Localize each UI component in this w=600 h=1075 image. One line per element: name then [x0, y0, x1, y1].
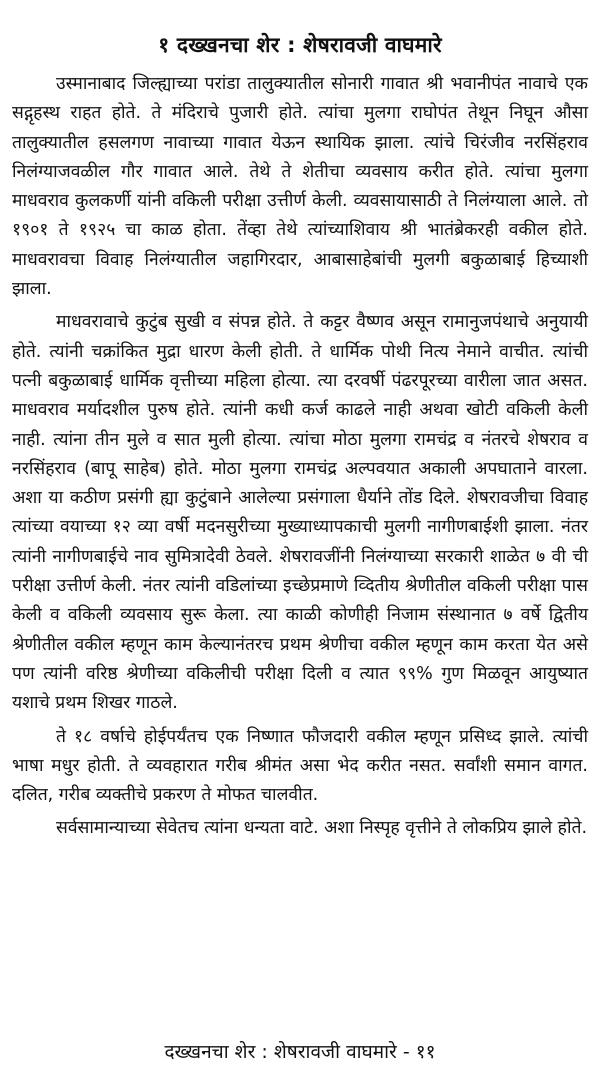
paragraph-4: सर्वसामान्याच्या सेवेतच त्यांना धन्यता वाटे. अशा निस्पृह वृत्तीने ते लोकप्रिय झाले होते.: [56, 818, 588, 839]
page-footer: दख्खनचा शेर : शेषरावजी वाघमारे - ११: [164, 1041, 436, 1063]
paragraph-1: उस्मानाबाद जिल्ह्याच्या परांडा तालुक्यातील सोनारी गावात श्री भवानीपंत नावाचे एक सद्गृहस्थ राहत होते. ते मंदिराचे पुजारी होते. त्यांचा मुलगा राघोपंत तेथून निघून औसा तालुक्यातील हसलगण नावाच्या गावात येऊन स्थायिक झाला. त्यांचे चिरंजीव नरसिंहराव निलंग्याजवळील गौर गावात आले. तेथे ते शेतीचा व्यवसाय करीत होते. त्यांचा मुलगा माधवराव कुलकर्णी यांनी वकिली परीक्षा उत्तीर्ण केली. व्यवसायासाठी ते निलंग्याला आले. तो १९०१ ते १९२५ चा काळ होता. तेंव्हा तेथे त्यांच्याशिवाय श्री भातंब्रेकरही वकील होते. माधवरावचा विवाह निलंग्यातील जहागिरदार, आबासाहेबांची मुलगी बकुळाबाई हिच्याशी झाला.: [12, 74, 588, 300]
paragraph-3: ते १८ वर्षाचे होईपर्यंतच एक निष्णात फौजदारी वकील म्हणून प्रसिध्द झाले. त्यांची भाषा मधुर होती. ते व्यवहारात गरीब श्रीमंत असा भेद करीत नसत. सर्वांशी समान वागत. दलित, गरीब व्यक्तीचे प्रकरण ते मोफत चालवीत.: [12, 726, 588, 806]
chapter-title: १ दख्खनचा शेर : शेषरावजी वाघमारे: [158, 33, 442, 57]
document-page: [12, 30, 588, 848]
paragraph-2: माधवरावाचे कुटुंब सुखी व संपन्न होते. ते कट्टर वैष्णव असून रामानुजपंथाचे अनुयायी होते. त्यांनी चक्रांकित मुद्रा धारण केली होती. ते धार्मिक पोथी नित्य नेमाने वाचीत. त्यांची पत्नी बकुळाबाई धार्मिक वृत्तीच्या महिला होत्या. त्या दरवर्षी पंढरपूरच्या वारीला जात असत. माधवराव मर्यादशील पुरुष होते. त्यांनी कधी कर्ज काढले नाही अथवा खोटी वकिली केली नाही. त्यांना तीन मुले व सात मुली होत्या. त्यांचा मोठा मुलगा रामचंद्र व नंतरचे शेषराव व नरसिंहराव (बापू साहेब) होते. मोठा मुलगा रामचंद्र अल्पवयात अकाली अपघाताने वारला. अशा या कठीण प्रसंगी ह्या कुटुंबाने आलेल्या प्रसंगाला धैर्याने तोंड दिले. शेषरावजीचा विवाह त्यांच्या वयाच्या १२ व्या वर्षी मदनसुरीच्या मुख्याध्यापकाची मुलगी नागीणबाईशी झाला. नंतर त्यांनी नागीणबाईचे नाव सुमित्रादेवी ठेवले. शेषरावजींनी निलंग्याच्या सरकारी शाळेत ७ वी ची परीक्षा उत्तीर्ण केली. नंतर त्यांनी वडिलांच्या इच्छेप्रमाणे व्दितीय श्रेणीतील वकिली परीक्षा पास केली व वकिली व्यवसाय सुरू केला. त्या काळी कोणीही निजाम संस्थानात ७ वर्षे द्वितीय श्रेणीतील वकील म्हणून काम केल्यानंतरच प्रथम श्रेणीचा वकील म्हणून काम करता येत असे पण त्यांनी वरिष्ठ श्रेणीच्या वकिलीची परीक्षा दिली व त्यात ९९% गुण मिळवून आयुष्यात यशाचे प्रथम शिखर गाठले.: [12, 312, 588, 714]
